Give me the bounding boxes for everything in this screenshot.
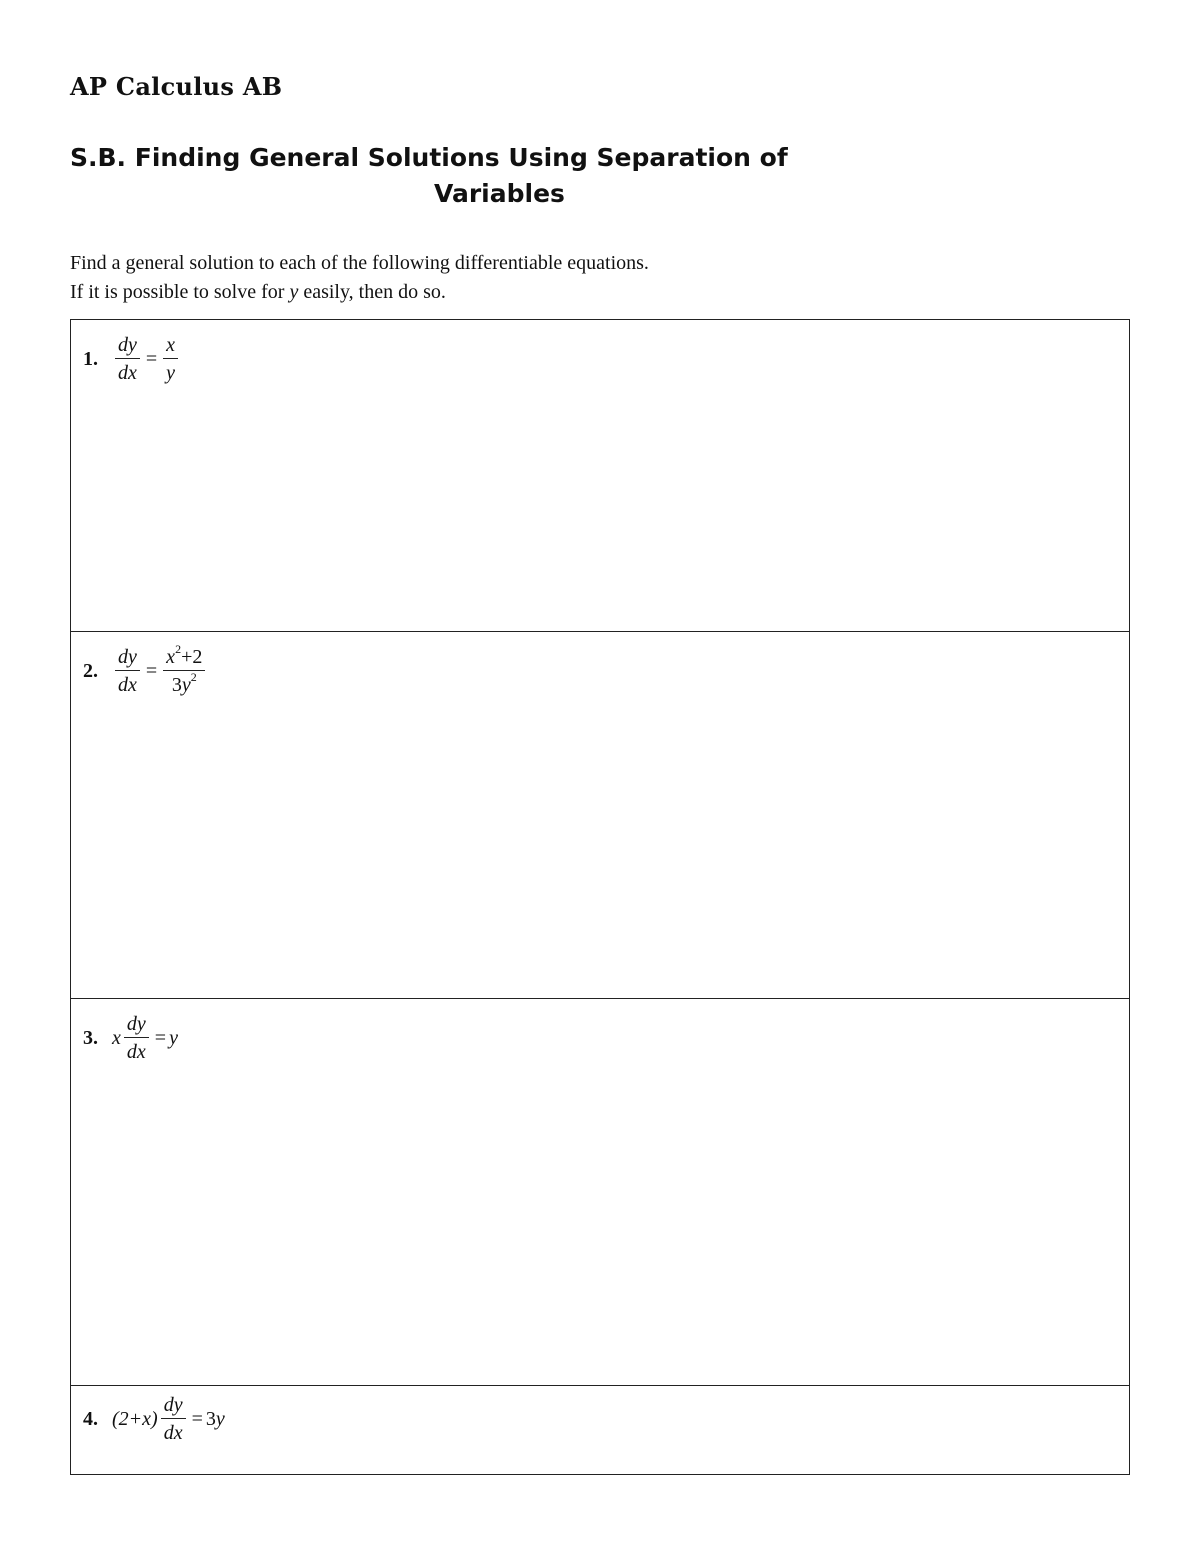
problem-2-box[interactable] bbox=[71, 631, 1129, 998]
worksheet-title-line1: S.B. Finding General Solutions Using Separation of bbox=[70, 143, 788, 172]
instructions-line2-start: If it is possible to solve for bbox=[70, 281, 290, 303]
fraction-denominator: y bbox=[166, 362, 176, 384]
derivative-fraction bbox=[124, 1013, 149, 1063]
problem-number: 1. bbox=[83, 347, 98, 370]
equals-sign: = bbox=[191, 1407, 203, 1430]
fraction-denominator: dx bbox=[163, 1422, 183, 1444]
problem-3-box[interactable] bbox=[71, 998, 1129, 1385]
fraction-numerator: dy bbox=[124, 1013, 149, 1038]
fraction-numerator: dy bbox=[115, 334, 140, 359]
equals-sign: = bbox=[154, 1026, 167, 1049]
fraction-denominator bbox=[169, 671, 200, 696]
fraction-denominator: dx bbox=[118, 362, 137, 384]
denominator-coefficient: 3 bbox=[171, 674, 182, 696]
problem-2-equation bbox=[112, 642, 208, 696]
problem-4-equation bbox=[112, 1394, 225, 1444]
equals-sign: = bbox=[145, 347, 158, 370]
worksheet-title-line2: Variables bbox=[434, 179, 565, 208]
problem-3-header bbox=[83, 1013, 178, 1063]
problem-number: 2. bbox=[83, 659, 98, 682]
course-title: AP Calculus AB bbox=[70, 72, 283, 101]
fraction-numerator: dy bbox=[115, 646, 140, 671]
fraction-numerator: dy bbox=[161, 1394, 186, 1419]
derivative-fraction bbox=[115, 334, 140, 384]
problems-table bbox=[70, 319, 1130, 1475]
rhs-coefficient: 3 bbox=[205, 1407, 216, 1430]
instructions-line1: Find a general solution to each of the following differentiable equations. bbox=[70, 252, 649, 274]
problem-1-equation bbox=[112, 334, 181, 384]
problem-2-header bbox=[83, 642, 208, 696]
problem-3-equation bbox=[112, 1013, 178, 1063]
equation-prefix: (2+x) bbox=[112, 1407, 158, 1430]
numerator-rest: +2 bbox=[181, 646, 203, 668]
denominator-base: y bbox=[181, 674, 191, 696]
fraction-numerator: x bbox=[163, 334, 178, 359]
instructions bbox=[70, 249, 649, 307]
instructions-line2 bbox=[70, 278, 649, 307]
numerator-base: x bbox=[166, 646, 176, 668]
problem-number: 3. bbox=[83, 1026, 98, 1049]
problem-1-box[interactable] bbox=[71, 320, 1129, 631]
numerator-exponent: 2 bbox=[175, 642, 182, 656]
equals-sign: = bbox=[145, 659, 158, 682]
worksheet-title bbox=[70, 140, 930, 212]
fraction-denominator: dx bbox=[118, 674, 137, 696]
instructions-line2-end: easily, then do so. bbox=[298, 281, 446, 303]
equation-prefix: x bbox=[112, 1026, 121, 1049]
equation-rhs: y bbox=[215, 1407, 225, 1430]
instructions-variable: y bbox=[289, 281, 299, 303]
fraction-numerator bbox=[163, 642, 205, 671]
problem-4-box[interactable] bbox=[71, 1385, 1129, 1474]
rhs-fraction bbox=[163, 642, 205, 696]
derivative-fraction bbox=[115, 646, 140, 696]
fraction-denominator: dx bbox=[126, 1041, 146, 1063]
denominator-exponent: 2 bbox=[190, 670, 197, 684]
equation-rhs: y bbox=[169, 1026, 178, 1049]
problem-number: 4. bbox=[83, 1407, 98, 1430]
rhs-fraction bbox=[163, 334, 178, 384]
problem-1-header bbox=[83, 334, 181, 384]
problem-4-header bbox=[83, 1394, 225, 1444]
derivative-fraction bbox=[161, 1394, 186, 1444]
